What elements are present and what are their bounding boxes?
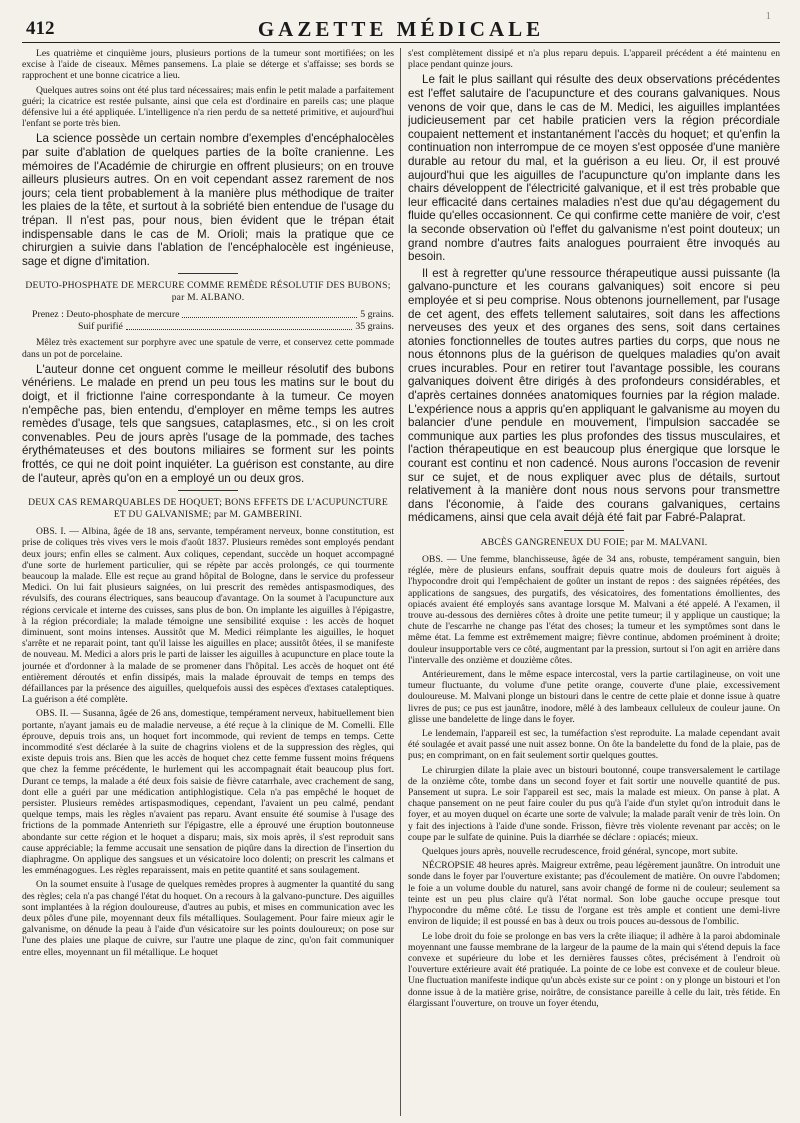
paragraph: OBS. II. — Susanna, âgée de 26 ans, domestique, tempérament nerveux, habituellement bien portante, n'ayant jamais eu de maladie nerveuse, a été reçue à la clinique de M. Comelli. Elle éprouve, depuis trois ans, un hoquet fort incommode, qui revient de temps en temps. Cette incommodité s'est déclarée à la suite de chagrins violens et de la suppression des règles, qui existe depuis trois ans. Bien que les accès de hoquet chez cette femme fussent moins fréquens que chez la femme précédente, le hurlement qui les accompagnait était beaucoup plus fort. Durant ce temps, la malade a été deux fois saisie de fièvre catarrhale, avec crachement de sang, dont elle a guéri par une médication antiphlogistique. Cela n'a pas empêché le hoquet de persister. Plusieurs remèdes artispasmodiques, cependant, l'avaient un peu calmé, pendant quelque temps, mais les règles n'avaient pas reparu. Avant ensuite été soumise à l'usage des frictions de la pommade Antenrieth sur l'épigastre, elle a éprouvé une éruption boutonneuse abondante sur cette région et le hoquet a disparu; mais, six mois après, il s'est reproduit sans cause appréciable; la femme accusait une sensation de piqûre dans la direction de l'insertion du diaphragme. On applique des sangsues et un vésicatoire loco dolenti; on prescrit les calmans et les emménagogues. Les règles reparaissent, mais en petite quantité et sans soulagement.	[22, 708, 394, 877]
columns	[22, 48, 780, 1116]
recipe-ingredient: Suif purifié	[78, 321, 123, 333]
section-title-albano: DEUTO-PHOSPHATE DE MERCURE COMME REMÈDE RÉSOLUTIF DES BUBONS; par M. ALBANO.	[25, 280, 391, 304]
newspaper-page	[22, 8, 780, 1116]
left-column	[22, 48, 394, 1116]
recipe-ingredient: Deuto-phosphate de mercure	[66, 309, 180, 321]
paragraph: On la soumet ensuite à l'usage de quelques remèdes propres à augmenter la quantité du sang des règles; cela n'a pas changé l'état du hoquet. On a recours à la galvano-puncture. Des aiguilles sont implantées à la région douloureuse, d'autres au pubis, et mises en communication avec les deux pôles d'une pile, moyennant deux fils métalliques. Soulagement. Pour faire mieux agir le galvanisme, on dénude la peau à l'aide d'un vésicatoire sur les points douloureux; on pose sur l'une des plaies une plaque de cuivre, sur l'autre une plaque de zinc, qu'on fait communiquer entre elles, moyennant un fil métallique. Le hoquet	[22, 879, 394, 958]
paragraph: Quelques jours après, nouvelle recrudescence, froid général, syncope, mort subite.	[422, 846, 738, 858]
leader-dots	[126, 321, 352, 330]
recipe	[32, 309, 394, 333]
separator	[178, 273, 238, 274]
paragraph: OBS. — Une femme, blanchisseuse, âgée de 34 ans, robuste, tempérament sanguin, bien réglée, mère de plusieurs enfans, souffrait depuis quatre mois de douleurs fort aiguës à l'hypocondre droit qui l'empêchaient de goûter un instant de repos : des saignées répétées, des applications de sangsues, des purgatifs, des vésicatoires, des fomentations émollientes, des opiacés avaient été employés sans avantage lorsque M. Malvani a été appelé. A l'examen, il trouve au-dessous des dernières côtes à droite une petite tumeur; il y applique un caustique; la chute de l'escarrhe ne change pas l'état des choses; la tumeur et les symptômes sont dans le même état. La femme est extrêmement maigre; fièvre continue, abdomen proéminent à droite; douleur insupportable vers ce côté, augmentant par la pression, surtout si l'on agit en arrière dans l'intervalle des onzième et douzième côtes.	[408, 554, 780, 666]
paragraph: Antérieurement, dans le même espace intercostal, vers la partie cartilagineuse, on voit une tumeur fluctuante, du volume d'une petite orange, couverte d'une plaie, excessivement douloureuse. M. Malvani plonge un bistouri dans le centre de cette plaie et donne issue à quatre livres de pus; ce pus est jaunâtre, inodore, mêlé à des lambeaux celluleux de couleur jaune. On glisse une bandelette de linge dans le foyer.	[408, 669, 780, 725]
recipe-quantity: 35 grains.	[355, 321, 394, 333]
leader-dots	[182, 309, 357, 318]
recipe-line	[32, 321, 394, 333]
paragraph: L'auteur donne cet onguent comme le meilleur résolutif des bubons vénériens. Le malade en prend un peu tous les matins sur le bout du doigt, et il frictionne l'aine correspondante à la tumeur. Ce moyen n'empêche pas, bien entendu, d'employer en même temps les autres remèdes d'usage, tels que sangsues, cataplasmes, etc., si on les croit convenables. Peu de jours après l'usage de la pommade, des taches érythémateuses et des boutons miliaires se forment sur les points frottés, ce qui ne doit point inquiéter. La guérison est constante, au dire de l'auteur, après qu'on en a employé un ou deux gros.	[22, 362, 394, 485]
separator	[178, 490, 238, 491]
paragraph: NÉCROPSIE 48 heures après. Maigreur extrême, peau légèrement jaunâtre. On introduit une sonde dans le foyer par l'ouverture existante; pas d'écoulement de matière. On ouvre l'abdomen; le foie a un volume double du naturel, sans avoir changé de forme ni de couleur; seulement sa teinte est un peu plus claire qu'à l'état normal. Son lobe gauche occupe presque tout l'hypocondre du même côté. Le tissu de l'organe est très ample et contient une demi-livre environ de liquide; il est poussé en bas à deux ou trois pouces au-dessous de l'ombilic.	[408, 860, 780, 928]
paragraph: Le chirurgien dilate la plaie avec un bistouri boutonné, coupe transversalement le cartilage de la onzième côte, tombe dans un second foyer et fait sortir une nouvelle quantité de pus. Pansement ut supra. Le soir l'appareil est sec, mais la malade est mieux. On panse à plat. A chaque pansement on ne peut faire couler du pus qu'à l'aide d'un stylet qu'on introduit dans le foyer, et au moyen duquel on écarte une sorte de valvule; la malade paraît venir de très loin. On y fait des injections à l'aide d'une sonde. Frisson, fièvre très violente revenant par accès; on le coupe par le sulfate de quinine. Puis la diarrhée se déclare : opiacés; mieux.	[408, 764, 780, 843]
paragraph: OBS. I. — Albina, âgée de 18 ans, servante, tempérament nerveux, bonne constitution, est prise de coliques très vives vers le mois d'août 1837. Plusieurs remèdes sont employés pendant deux jours; enfin elles se calment. Aux coliques, cependant, succède un hoquet accompagné d'une sorte de hurlement particulier, qui se répète par accès prolongés, ce qui tourmente beaucoup la malade. Elle est reçue au grand hôpital de Bologne, dans le service du professeur Medici. On lui fait plusieurs saignées, on lui prescrit des remèdes antispasmodiques, des révulsifs, des courans électriques, sans beaucoup d'avantage. On la soumet à l'acupuncture aux régions cervicale et interne des cuisses, sans plus de bon. On implante les aiguilles à l'épigastre, à la région précordiale; la malade témoigne une sensibilité exquise : les accès de hoquet diminuent, sont moins intenses. Aussitôt que M. Medici réimplante les aiguilles, le hoquet s'arrête et ne reparait point, tant qu'il laisse les aiguilles en place; aussitôt ôtées, il se manifeste de nouveau. M. Medici a alors pris le parti de laisser les aiguilles à acupuncture en place toute la journée et d'ordonner à la malade de se promener dans l'hôpital. Les accès de hoquet ont été entièrement déroutés et enfin dissipés, mais la malade éprouvait de temps en temps des défaillances par la présence des aiguilles, quelquefois aussi des espèces d'extases cataleptiques. La guérison a été complète.	[22, 526, 394, 706]
recipe-quantity: 5 grains.	[360, 309, 394, 321]
page-number: 412	[26, 18, 55, 39]
recipe-line	[32, 309, 394, 321]
paragraph: Le fait le plus saillant qui résulte des deux observations précédentes est l'effet salutaire de l'acupuncture et des courans galvaniques. Nous venons de voir que, dans le cas de M. Medici, les aiguilles implantées judicieusement par cet habile praticien vers la région précordiale coupaient nettement et instantanément l'accès du hoquet; et qu'enfin la continuation non interrompue de ce moyen s'est opposée d'une manière durable au retour du mal, et la guérison a eu lieu. Or, il est prouvé aujourd'hui que les aiguilles de l'acupuncture qu'on implante dans les chairs développent de l'électricité galvanique, et il est très probable que leur efficacité dans certaines maladies n'est due qu'au dégagement du fluide qu'elles occasionnent. Ce qui confirme cette manière de voir, c'est la seconde observation où l'effet du galvanisme n'est point douteux; un grand nombre d'autres faits analogues pourraient être invoqués au besoin.	[408, 73, 780, 264]
paragraph: Quelques autres soins ont été plus tard nécessaires; mais enfin le petit malade a parfaitement guéri; la cicatrice est restée pulsante, ainsi que cela est d'ordinaire en pareils cas; une plaque défensive lui a été appliquée. L'intelligence n'a rien perdu de sa netteté primitive, et aujourd'hui l'enfant se porte très bien.	[22, 84, 394, 130]
page-header	[22, 8, 780, 43]
right-column	[408, 48, 780, 1116]
paragraph: La science possède un certain nombre d'exemples d'encéphalocèles par suite d'ablation de quelques parties de la boîte cranienne. Les mémoires de l'Académie de chirurgie en offrent plusieurs; on en trouve ailleurs plusieurs autres. On en voit cependant assez rarement de nos jours; cela tient probablement à la manière plus méthodique de traiter les plaies de la tête, et surtout à la sobriété bien entendue de l'usage du trépan. Il n'est pas, pour nous, bien évident que le trépan était indispensable dans le cas de M. Orioli; mais la pratique que ce chirurgien a suivie dans l'ablation de l'encéphalocèle est ingénieuse, sage et digne d'imitation.	[22, 132, 394, 268]
recipe-prefix: Prenez :	[32, 309, 64, 321]
paragraph: Le lobe droit du foie se prolonge en bas vers la crête iliaque; il adhère à la paroi abdominale moyennant une fausse membrane de la largeur de la paume de la main qui s'étend depuis la face convexe et supérieure du lobe et les dernières fausses côtes, précisément à l'endroit où l'ouverture extérieure avait été pratiquée. La pointe de ce lobe est convexe et de couleur bleue. Une fluctuation manifeste indique qu'un abcès existe sur ce point : on y plonge un bistouri et l'on donne issue à de la matière grise, noirâtre, de consistance pareille à celle du lait, très fétide. En élargissant l'ouverture, on trouve un foyer étendu,	[408, 930, 780, 1009]
paragraph: Le lendemain, l'appareil est sec, la tuméfaction s'est reproduite. La malade cependant avait été soulagée et avait passé une nuit assez bonne. On ôte la bandelette du fond de la plaie, pas de pus; en comprimant, on en fait seulement sortir quelques gouttes.	[408, 728, 780, 762]
section-title-malvani: ABCÈS GANGRENEUX DU FOIE; par M. MALVANI.	[480, 537, 708, 548]
paragraph: s'est complètement dissipé et n'a plus reparu depuis. L'appareil précédent a été maintenu en place pendant quinze jours.	[408, 48, 780, 71]
paragraph: Les quatrième et cinquième jours, plusieurs portions de la tumeur sont mortifiées; on les excise à l'aide de ciseaux. Mêmes pansemens. La plaie se déterge et s'affaisse; ses bords se rapprochent et une bonne cicatrice a lieu.	[22, 48, 394, 82]
paragraph: Mêlez très exactement sur porphyre avec une spatule de verre, et conservez cette pommade dans un pot de porcelaine.	[22, 337, 394, 360]
paragraph: Il est à regretter qu'une ressource thérapeutique aussi puissante (la galvano-puncture et les courans galvaniques) soit encore si peu employée et si peu comprise. Nous obtenons journellement, par l'usage de cet agent, des effets tellement salutaires, soit dans les affections nerveuses des yeux et des organes des sens, soit dans certaines atonies fonctionnelles de toutes autres parties du corps, que nous ne nous étonnons plus de la guérison de quelques maladies qu'on avait crues incurables. Pour en retirer tout l'avantage possible, les courans galvaniques doivent être dirigés à des profondeurs considérables, et d'après certaines données anatomiques fournies par la région malade. L'expérience nous a appris qu'en appliquant le galvanisme au moyen du balancier d'une pendule en mouvement, l'impulsion saccadée se communique aux parties les plus profondes des tissus musculaires, et l'action thérapeutique en est beaucoup plus énergique que lorsque le courant est continu et non cadencé. Nous aurons l'occasion de revenir sur ce sujet, et de nous expliquer avec plus de détails, surtout relativement à la manière dont nous nous servons pour transmettre dans l'économie, à l'aide des courans galvaniques, certains médicamens, ainsi que cela avait déjà été fait par Fabré-Palaprat.	[408, 266, 780, 525]
separator	[564, 530, 624, 531]
section-title-gamberini: DEUX CAS REMARQUABLES DE HOQUET; BONS EFFETS DE L'ACUPUNCTURE ET DU GALVANISME; par M. GAMBERINI.	[28, 497, 388, 521]
journal-title: GAZETTE MÉDICALE	[257, 17, 545, 41]
corner-mark: 1	[765, 10, 772, 22]
